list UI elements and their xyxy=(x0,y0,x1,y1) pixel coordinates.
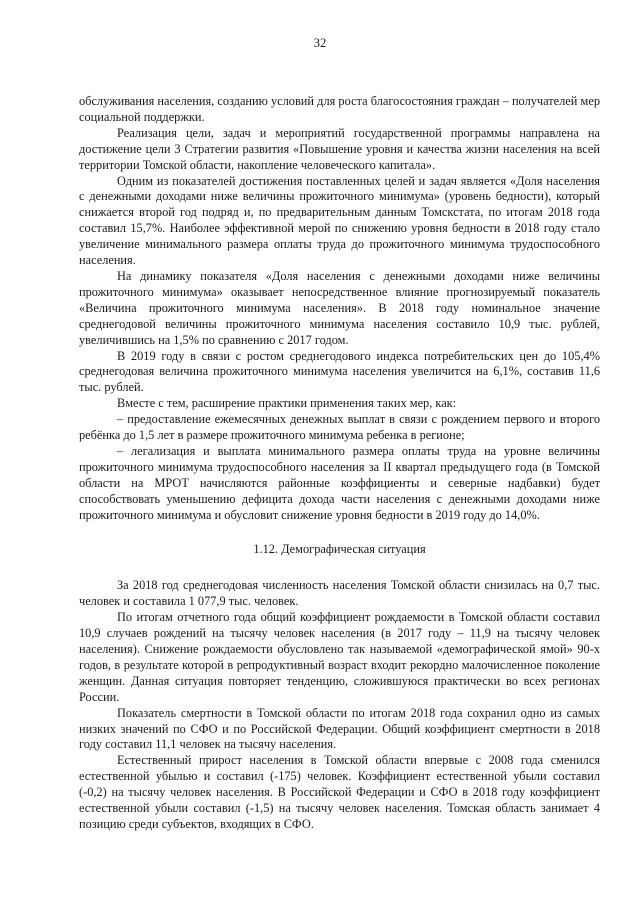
list-item: – предоставление ежемесячных денежных выплат в связи с рождением первого и второго ребёнка до 1,5 лет в размере прожиточного минимума ребенка в регионе; xyxy=(79,412,600,443)
paragraph: Вместе с тем, расширение практики применения таких мер, как: xyxy=(117,396,457,411)
paragraph: Показатель смертности в Томской области по итогам 2018 года сохранил одно из самых низких значений по СФО и по Российской Федерации. Общий коэффициент смертности в 2018 году составил 11,1 человек на тысячу населения. xyxy=(79,705,600,752)
paragraph: За 2018 год среднегодовая численность населения Томской области снизилась на 0,7 тыс. человек и составила 1 077,9 тыс. человек. xyxy=(79,578,600,609)
paragraph: На динамику показателя «Доля населения с денежными доходами ниже величины прожиточного минимума» оказывает непосредственное влияние прогнозируемый показатель «Величина прожиточного минимума населения». В 2018 году номинальное значение среднегодовой величины прожиточного минимума населения составило 10,9 тыс. рублей, увеличившись на 1,5% по сравнению с 2017 годом. xyxy=(79,268,600,347)
paragraph: Одним из показателей достижения поставленных целей и задач является «Доля населения с денежными доходами ниже величины прожиточного минимума» (уровень бедности), который снижается второй год подряд и, по предварительным данным Томскстата, по итогам 2018 года составил 15,7%. Наиболее эффективной мерой по снижению уровня бедности в 2018 году стало увеличение минимального размера оплаты труда до прожиточного минимума трудоспособного населения. xyxy=(79,173,600,268)
paragraph: обслуживания населения, созданию условий для роста благосостояния граждан – получателей мер социальной поддержки. xyxy=(79,94,600,124)
paragraph: В 2019 году в связи с ростом среднегодового индекса потребительских цен до 105,4% среднегодовая величина прожиточного минимума населения увеличится на 6,1%, составив 11,6 тыс. рублей. xyxy=(79,348,600,395)
paragraph: По итогам отчетного года общий коэффициент рождаемости в Томской области составил 10,9 случаев рождений на тысячу человек населения (в 2017 году – 11,9 на тысячу человек населения). Снижение рождаемости обусловлено так называемой «демографической ямой» 90-х годов, в результате которой в репродуктивный возраст входит рекордно малочисленное поколение женщин. Данная ситуация повторяет тенденцию, сложившуюся практически во всех регионах России. xyxy=(79,610,600,704)
section-heading: 1.12. Демографическая ситуация xyxy=(253,542,426,557)
paragraph: Реализация цели, задач и мероприятий государственной программы направлена на достижение цели 3 Стратегии развития «Повышение уровня и качества жизни населения на всей территории Томской области, накопление человеческого капитала». xyxy=(79,125,600,172)
list-item: – легализация и выплата минимального размера оплаты труда на уровне величины прожиточного минимума трудоспособного населения за II квартал предыдущего года (в Томской области на МРОТ начисляются районные коэффициенты и северные надбавки) будет способствовать уменьшению дефицита дохода части населения с денежными доходами ниже прожиточного минимума и обусловит снижение уровня бедности в 2019 году до 14,0%. xyxy=(79,443,600,522)
page-number: 32 xyxy=(313,36,327,50)
body-text xyxy=(79,94,600,833)
paragraph: Естественный прирост населения в Томской области впервые с 2008 года сменился естественной убылью и составил (-175) человек. Коэффициент естественной убыли составил (-0,2) на тысячу человек населения. В Российской Федерации и СФО в 2018 году коэффициент естественной убыли составил (-1,5) на тысячу человек населения. Томская область занимает 4 позицию среди субъектов, входящих в СФО. xyxy=(79,753,600,831)
